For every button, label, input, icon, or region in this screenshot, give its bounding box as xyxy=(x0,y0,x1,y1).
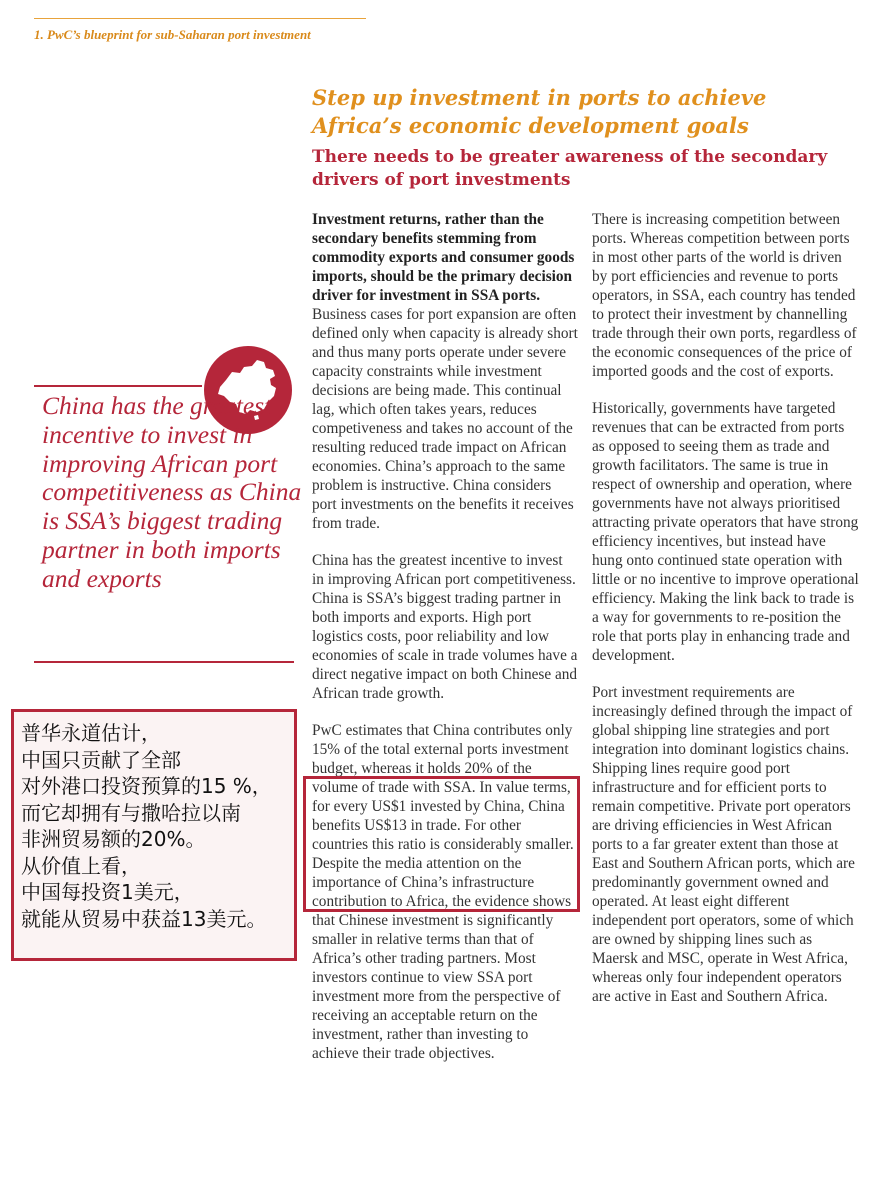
article-subheadline: There needs to be greater awareness of the secondary drivers of port investments xyxy=(312,147,828,190)
annotation-text xyxy=(21,720,297,932)
section-label: 1. PwC’s blueprint for sub-Saharan port investment xyxy=(34,27,311,42)
paragraph: PwC estimates that China contributes only 15% of the total external ports investment budget, whereas it holds 20% of the volume of trade with SSA. In value terms, for every US$1 invested by China, China benefits US$13 in trade. For other countries this ratio is considerably smaller. Despite the media attention on the importance of China’s infrastructure contribution to Africa, the evidence shows that Chinese investment is significantly smaller in relative terms than that of Africa’s other trading partners. Most investors continue to view SSA port investment more from the perspective of receiving an acceptable return on the investment, rather than investing to achieve their trade objectives. xyxy=(312,722,574,1062)
annotation-line: 从价值上看， xyxy=(21,853,141,878)
header-rule xyxy=(34,18,366,19)
paragraph: Historically, governments have targeted revenues that can be extracted from ports as opposed to seeing them as trade and growth facilitators. The same is true in respect of ownership and operation, where governments have not always prioritised attracting private operators that have strong efficiency incentives, but instead have hung onto continued state operation with little or no incentive to improve operational efficiency. Making the link back to trade is a way for governments to re-position the role that ports play in enhancing trade and development. xyxy=(592,400,859,664)
bold-lead: Investment returns, rather than the secondary benefits stemming from commodity exports and consumer goods imports, should be the primary decision driver for investment in SSA ports. xyxy=(312,211,575,304)
annotation-line: 非洲贸易额的20%。 xyxy=(21,827,206,851)
paragraph: China has the greatest incentive to invest in improving African port competitiveness. China is SSA’s biggest trading partner in both imports and exports. High port logistics costs, poor reliability and low economies of scale in trade volumes have a direct negative impact on both Chinese and African trade growth. xyxy=(312,552,578,702)
annotation-line: 就能从贸易中获益13美元。 xyxy=(21,906,267,931)
body-column-left xyxy=(312,210,578,1081)
pull-quote: China has the greatest incentive to invest in improving African port competitiveness as China is SSA’s biggest trading partner in both imports and exports xyxy=(42,391,302,593)
article-headline: Step up investment in ports to achieve Africa’s economic development goals xyxy=(312,85,767,138)
highlight-box xyxy=(303,776,580,912)
annotation-line: 普华永道估计， xyxy=(21,721,161,745)
annotation-line: 中国每投资1美元， xyxy=(21,880,194,904)
paragraph xyxy=(312,210,578,533)
pull-quote-top-rule xyxy=(34,385,202,387)
pull-quote-bottom-rule xyxy=(34,661,294,663)
annotation-line: 对外港口投资预算的15 %， xyxy=(21,774,272,798)
paragraph: There is increasing competition between ports. Whereas competition between ports in most other parts of the world is driven by port efficiencies and revenue to ports operators, in SSA, each country has tended to protect their investment by channelling trade through their own ports, regardless of the economic consequences of the price of imported goods and the cost of exports. xyxy=(592,211,857,380)
paragraph: Port investment requirements are increasingly defined through the impact of global shipping line strategies and port integration into dominant logistics chains. Shipping lines require good port infrastructure and for efficient ports to remain competitive. Private port operators are driving efficiencies in West African ports to a far greater extent than those at East and Southern African ports, which are predominantly government owned and operated. At least eight different independent port operators, some of which are owned by shipping lines such as Maersk and MSC, operate in West Africa, whereas only four independent operators are active in East and Southern Africa. xyxy=(592,684,855,1005)
paragraph-text: Business cases for port expansion are often defined only when capacity is already short and thus many ports operate under severe capacity constraints while investment decisions are being made. This continual lag, which often takes years, reduces competiveness and takes no account of the resulting reduced trade impact on African economies. China’s approach to the same problem is instructive. China considers port investments on the benefits it receives from trade. xyxy=(312,306,578,532)
annotation-line: 中国只贡献了全部 xyxy=(21,747,181,772)
body-column-right xyxy=(592,210,860,1024)
annotation-line: 而它却拥有与撒哈拉以南 xyxy=(21,800,241,825)
